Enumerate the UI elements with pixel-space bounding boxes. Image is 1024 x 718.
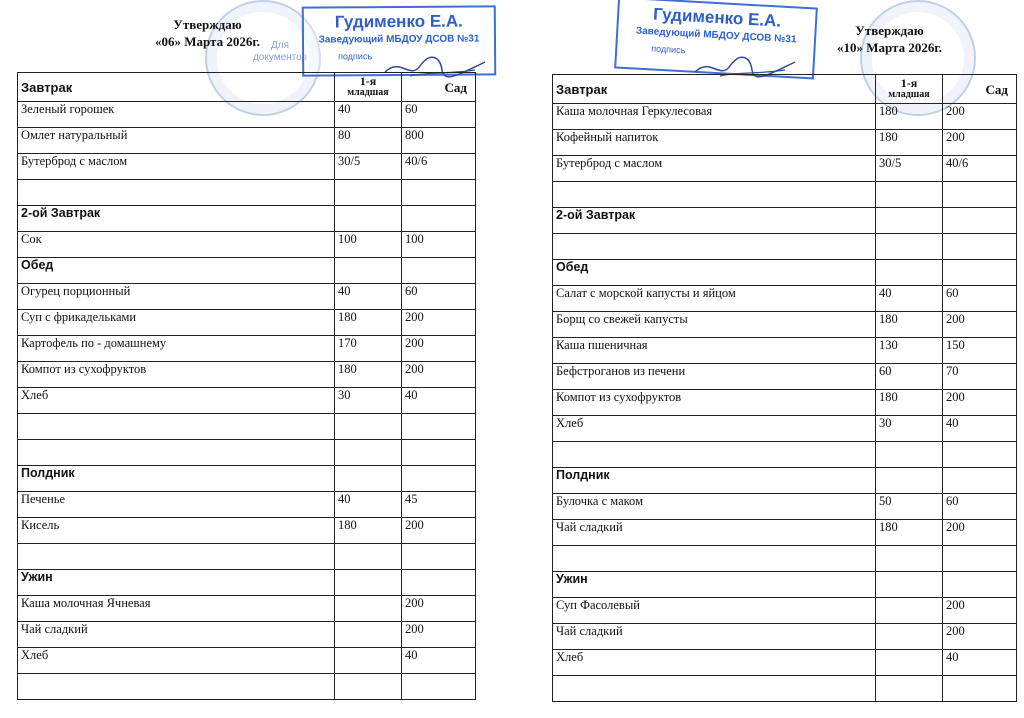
approval-block bbox=[120, 16, 295, 50]
junior-portion-cell bbox=[876, 182, 943, 208]
dish-name-cell: Ужин bbox=[553, 572, 876, 598]
dish-name-cell bbox=[553, 546, 876, 572]
dish-name-cell: Хлеб bbox=[18, 648, 335, 674]
dish-name-cell: 2-ой Завтрак bbox=[553, 208, 876, 234]
table-row bbox=[18, 128, 476, 154]
garden-portion-cell bbox=[402, 180, 476, 206]
garden-portion-cell bbox=[402, 570, 476, 596]
approval-block bbox=[802, 22, 977, 56]
junior-portion-cell: 50 bbox=[876, 494, 943, 520]
dish-name-cell: Каша пшеничная bbox=[553, 338, 876, 364]
junior-portion-cell bbox=[335, 206, 402, 232]
header-meal: Завтрак bbox=[18, 73, 335, 102]
junior-portion-cell bbox=[876, 624, 943, 650]
table-row bbox=[18, 648, 476, 674]
header-group-line2: младшая bbox=[347, 87, 389, 98]
junior-portion-cell: 130 bbox=[876, 338, 943, 364]
garden-portion-cell: 150 bbox=[943, 338, 1017, 364]
garden-portion-cell: 60 bbox=[402, 284, 476, 310]
garden-portion-cell: 200 bbox=[943, 520, 1017, 546]
garden-portion-cell: 60 bbox=[943, 286, 1017, 312]
table-row bbox=[18, 596, 476, 622]
header-garden: Сад bbox=[943, 75, 1017, 104]
garden-portion-cell: 40 bbox=[943, 650, 1017, 676]
dish-name-cell: Борщ со свежей капусты bbox=[553, 312, 876, 338]
dish-name-cell: Зеленый горошек bbox=[18, 102, 335, 128]
junior-portion-cell bbox=[335, 258, 402, 284]
table-row bbox=[18, 414, 476, 440]
header-group-line1: 1-я bbox=[900, 76, 918, 90]
menu-table bbox=[17, 72, 476, 700]
garden-portion-cell bbox=[402, 206, 476, 232]
dish-name-cell: Огурец порционный bbox=[18, 284, 335, 310]
garden-portion-cell: 200 bbox=[943, 598, 1017, 624]
garden-portion-cell bbox=[402, 674, 476, 700]
garden-portion-cell bbox=[943, 260, 1017, 286]
garden-portion-cell: 200 bbox=[402, 596, 476, 622]
dish-name-cell bbox=[553, 182, 876, 208]
junior-portion-cell: 180 bbox=[335, 310, 402, 336]
stamp-name: Гудименко Е.А. bbox=[652, 4, 782, 31]
approve-word: Утверждаю bbox=[173, 17, 242, 32]
junior-portion-cell: 180 bbox=[876, 390, 943, 416]
junior-portion-cell bbox=[876, 260, 943, 286]
approve-date: «10» Марта 2026г. bbox=[836, 40, 943, 55]
garden-portion-cell bbox=[402, 258, 476, 284]
header-meal: Завтрак bbox=[553, 75, 876, 104]
table-row bbox=[18, 284, 476, 310]
dish-name-cell: Ужин bbox=[18, 570, 335, 596]
junior-portion-cell bbox=[335, 596, 402, 622]
dish-name-cell: Полдник bbox=[553, 468, 876, 494]
junior-portion-cell bbox=[335, 648, 402, 674]
garden-portion-cell bbox=[943, 572, 1017, 598]
junior-portion-cell bbox=[876, 208, 943, 234]
header-group-line2: младшая bbox=[888, 89, 930, 100]
garden-portion-cell bbox=[402, 414, 476, 440]
section-row bbox=[18, 206, 476, 232]
table-row bbox=[18, 180, 476, 206]
dish-name-cell bbox=[18, 440, 335, 466]
dish-name-cell: Компот из сухофруктов bbox=[553, 390, 876, 416]
dish-name-cell: Кофейный напиток bbox=[553, 130, 876, 156]
dish-name-cell: Хлеб bbox=[18, 388, 335, 414]
dish-name-cell bbox=[553, 676, 876, 702]
garden-portion-cell bbox=[402, 466, 476, 492]
stamp-position: Заведующий МБДОУ ДСОВ №31 bbox=[635, 25, 797, 46]
junior-portion-cell: 40 bbox=[335, 492, 402, 518]
dish-name-cell: Чай сладкий bbox=[553, 520, 876, 546]
table-row bbox=[553, 650, 1017, 676]
junior-portion-cell bbox=[876, 598, 943, 624]
table-row bbox=[553, 364, 1017, 390]
garden-portion-cell: 200 bbox=[402, 518, 476, 544]
junior-portion-cell: 30/5 bbox=[876, 156, 943, 182]
junior-portion-cell: 180 bbox=[876, 520, 943, 546]
table-row bbox=[553, 182, 1017, 208]
junior-portion-cell bbox=[876, 572, 943, 598]
dish-name-cell bbox=[553, 442, 876, 468]
dish-name-cell bbox=[553, 234, 876, 260]
dish-name-cell: Хлеб bbox=[553, 650, 876, 676]
table-row bbox=[553, 416, 1017, 442]
table-row bbox=[18, 310, 476, 336]
dish-name-cell: Чай сладкий bbox=[553, 624, 876, 650]
garden-portion-cell: 100 bbox=[402, 232, 476, 258]
junior-portion-cell: 30 bbox=[335, 388, 402, 414]
junior-portion-cell: 180 bbox=[335, 362, 402, 388]
garden-portion-cell: 200 bbox=[402, 362, 476, 388]
menu-table bbox=[552, 74, 1017, 702]
junior-portion-cell: 40 bbox=[876, 286, 943, 312]
junior-portion-cell bbox=[876, 676, 943, 702]
section-row bbox=[18, 570, 476, 596]
junior-portion-cell: 180 bbox=[876, 130, 943, 156]
table-row bbox=[18, 102, 476, 128]
garden-portion-cell: 200 bbox=[943, 312, 1017, 338]
garden-portion-cell: 200 bbox=[943, 390, 1017, 416]
garden-portion-cell: 200 bbox=[402, 310, 476, 336]
junior-portion-cell: 180 bbox=[876, 104, 943, 130]
dish-name-cell: Бефстроганов из печени bbox=[553, 364, 876, 390]
garden-portion-cell: 60 bbox=[402, 102, 476, 128]
garden-portion-cell bbox=[943, 208, 1017, 234]
table-row bbox=[553, 130, 1017, 156]
table-row bbox=[553, 494, 1017, 520]
garden-portion-cell: 200 bbox=[943, 130, 1017, 156]
junior-portion-cell bbox=[335, 622, 402, 648]
junior-portion-cell bbox=[876, 468, 943, 494]
junior-portion-cell bbox=[335, 180, 402, 206]
garden-portion-cell bbox=[943, 676, 1017, 702]
table-row bbox=[553, 234, 1017, 260]
section-row bbox=[18, 258, 476, 284]
section-row bbox=[18, 466, 476, 492]
dish-name-cell: Омлет натуральный bbox=[18, 128, 335, 154]
menu-sheet-left bbox=[0, 0, 480, 718]
dish-name-cell: Компот из сухофруктов bbox=[18, 362, 335, 388]
garden-portion-cell: 200 bbox=[402, 336, 476, 362]
junior-portion-cell bbox=[335, 414, 402, 440]
table-row bbox=[18, 362, 476, 388]
section-row bbox=[553, 572, 1017, 598]
dish-name-cell bbox=[18, 674, 335, 700]
junior-portion-cell: 170 bbox=[335, 336, 402, 362]
approve-word: Утверждаю bbox=[855, 23, 924, 38]
table-row bbox=[553, 312, 1017, 338]
junior-portion-cell bbox=[876, 546, 943, 572]
junior-portion-cell: 40 bbox=[335, 102, 402, 128]
table-row bbox=[18, 544, 476, 570]
garden-portion-cell: 40 bbox=[402, 388, 476, 414]
junior-portion-cell: 80 bbox=[335, 128, 402, 154]
seal-label: Для документов bbox=[252, 40, 308, 63]
garden-portion-cell: 70 bbox=[943, 364, 1017, 390]
table-row bbox=[553, 156, 1017, 182]
garden-portion-cell: 200 bbox=[943, 104, 1017, 130]
table-row bbox=[553, 338, 1017, 364]
junior-portion-cell bbox=[876, 650, 943, 676]
table-row bbox=[553, 546, 1017, 572]
table-row bbox=[553, 520, 1017, 546]
junior-portion-cell bbox=[335, 440, 402, 466]
header-group-junior bbox=[335, 73, 402, 102]
header-group-line1: 1-я bbox=[359, 74, 377, 88]
section-row bbox=[553, 468, 1017, 494]
dish-name-cell: Кисель bbox=[18, 518, 335, 544]
junior-portion-cell: 30/5 bbox=[335, 154, 402, 180]
garden-portion-cell: 40/6 bbox=[402, 154, 476, 180]
stamp-name: Гудименко Е.А. bbox=[334, 11, 463, 32]
junior-portion-cell bbox=[335, 544, 402, 570]
table-row bbox=[553, 104, 1017, 130]
junior-portion-cell: 100 bbox=[335, 232, 402, 258]
garden-portion-cell: 200 bbox=[943, 624, 1017, 650]
table-row bbox=[18, 492, 476, 518]
table-row bbox=[18, 440, 476, 466]
table-row bbox=[553, 598, 1017, 624]
garden-portion-cell bbox=[943, 182, 1017, 208]
junior-portion-cell: 30 bbox=[876, 416, 943, 442]
dish-name-cell: Каша молочная Геркулесовая bbox=[553, 104, 876, 130]
dish-name-cell: Полдник bbox=[18, 466, 335, 492]
dish-name-cell: Печенье bbox=[18, 492, 335, 518]
junior-portion-cell bbox=[876, 442, 943, 468]
dish-name-cell: Суп с фрикадельками bbox=[18, 310, 335, 336]
table-row bbox=[18, 232, 476, 258]
garden-portion-cell: 45 bbox=[402, 492, 476, 518]
dish-name-cell: Обед bbox=[553, 260, 876, 286]
table-row bbox=[553, 390, 1017, 416]
garden-portion-cell: 40 bbox=[402, 648, 476, 674]
menu-sheet-right bbox=[540, 0, 1020, 718]
junior-portion-cell bbox=[876, 234, 943, 260]
table-row bbox=[18, 674, 476, 700]
garden-portion-cell: 40/6 bbox=[943, 156, 1017, 182]
dish-name-cell bbox=[18, 180, 335, 206]
table-row bbox=[553, 676, 1017, 702]
dish-name-cell bbox=[18, 414, 335, 440]
stamp-position: Заведующий МБДОУ ДСОВ №31 bbox=[318, 33, 480, 46]
garden-portion-cell bbox=[402, 440, 476, 466]
dish-name-cell: Картофель по - домашнему bbox=[18, 336, 335, 362]
dish-name-cell: Бутерброд с маслом bbox=[18, 154, 335, 180]
section-row bbox=[553, 260, 1017, 286]
table-row bbox=[18, 388, 476, 414]
table-row bbox=[553, 442, 1017, 468]
junior-portion-cell: 40 bbox=[335, 284, 402, 310]
stamp-sign-label: подпись bbox=[338, 51, 373, 62]
dish-name-cell: Каша молочная Ячневая bbox=[18, 596, 335, 622]
garden-portion-cell bbox=[943, 442, 1017, 468]
garden-portion-cell: 200 bbox=[402, 622, 476, 648]
table-row bbox=[18, 336, 476, 362]
dish-name-cell: Обед bbox=[18, 258, 335, 284]
junior-portion-cell bbox=[335, 570, 402, 596]
garden-portion-cell: 800 bbox=[402, 128, 476, 154]
table-row bbox=[18, 154, 476, 180]
garden-portion-cell bbox=[943, 468, 1017, 494]
junior-portion-cell: 60 bbox=[876, 364, 943, 390]
junior-portion-cell: 180 bbox=[876, 312, 943, 338]
garden-portion-cell: 60 bbox=[943, 494, 1017, 520]
table-header-row bbox=[553, 75, 1017, 104]
garden-portion-cell bbox=[943, 546, 1017, 572]
stamp-sign-label: подпись bbox=[651, 43, 686, 56]
table-row bbox=[18, 518, 476, 544]
dish-name-cell: 2-ой Завтрак bbox=[18, 206, 335, 232]
junior-portion-cell: 180 bbox=[335, 518, 402, 544]
dish-name-cell: Хлеб bbox=[553, 416, 876, 442]
table-row bbox=[553, 286, 1017, 312]
garden-portion-cell bbox=[943, 234, 1017, 260]
header-group-junior bbox=[876, 75, 943, 104]
header-garden: Сад bbox=[402, 73, 476, 102]
dish-name-cell bbox=[18, 544, 335, 570]
garden-portion-cell: 40 bbox=[943, 416, 1017, 442]
dish-name-cell: Суп Фасолевый bbox=[553, 598, 876, 624]
dish-name-cell: Сок bbox=[18, 232, 335, 258]
approve-date: «06» Марта 2026г. bbox=[154, 34, 261, 49]
dish-name-cell: Булочка с маком bbox=[553, 494, 876, 520]
section-row bbox=[553, 208, 1017, 234]
junior-portion-cell bbox=[335, 674, 402, 700]
dish-name-cell: Бутерброд с маслом bbox=[553, 156, 876, 182]
table-row bbox=[553, 624, 1017, 650]
table-row bbox=[18, 622, 476, 648]
dish-name-cell: Салат с морской капусты и яйцом bbox=[553, 286, 876, 312]
table-header-row bbox=[18, 73, 476, 102]
dish-name-cell: Чай сладкий bbox=[18, 622, 335, 648]
junior-portion-cell bbox=[335, 466, 402, 492]
garden-portion-cell bbox=[402, 544, 476, 570]
